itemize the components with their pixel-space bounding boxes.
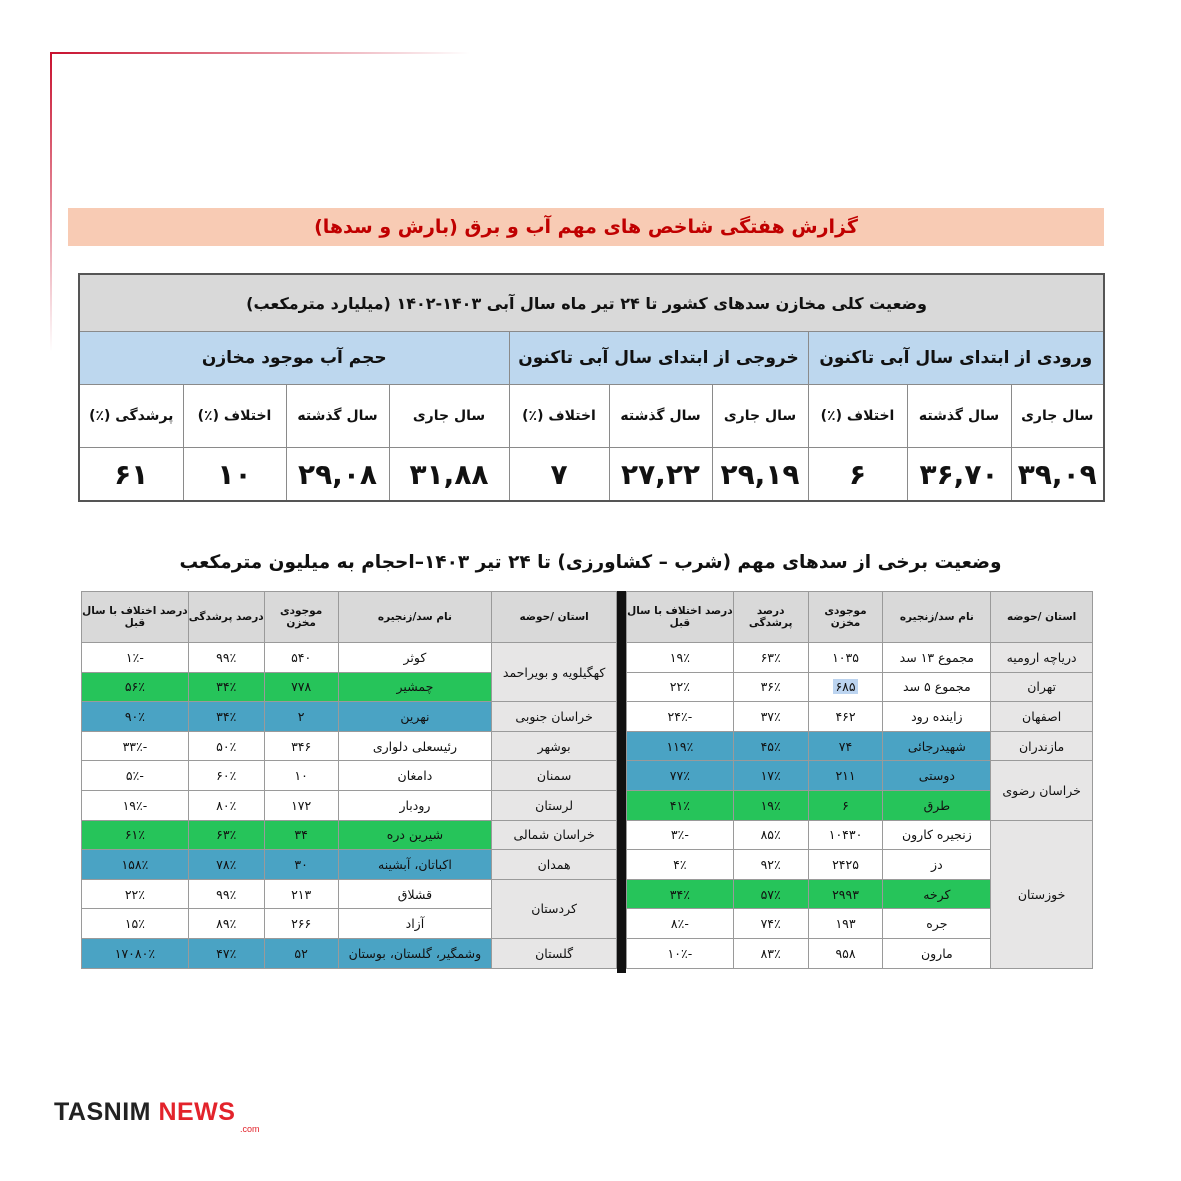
diff-cell: -۵٪ (82, 761, 189, 791)
subheader-cell: سال گذشته (907, 385, 1011, 448)
fill-cell: ۸۰٪ (188, 790, 264, 820)
storage-cell: ۹۵۸ (808, 938, 883, 968)
tasnim-logo (54, 1098, 235, 1127)
storage-cell: ۲۱۱ (808, 761, 883, 791)
dam-name: وشمگیر، گلستان، بوستان (338, 938, 492, 968)
selected-text: ۶۸۵ (835, 679, 856, 695)
value-cell: ۷ (509, 448, 609, 502)
fill-cell: ۶۳٪ (733, 643, 808, 673)
province-cell: مازندران (991, 731, 1093, 761)
dam-name: کوثر (338, 643, 492, 673)
province-cell: خوزستان (991, 820, 1093, 968)
table-row (627, 702, 1093, 732)
header-province: استان /حوضه (991, 592, 1093, 643)
storage-cell: ۵۴۰ (264, 643, 338, 673)
header-diff: درصد اختلاف با سال قبل (82, 592, 189, 643)
fill-cell: ۹۹٪ (188, 879, 264, 909)
province-cell: سمنان (492, 761, 617, 791)
fill-cell: ۵۰٪ (188, 731, 264, 761)
dam-name: آزاد (338, 909, 492, 939)
group-inflow: ورودی از ابتدای سال آبی تاکنون (808, 332, 1104, 385)
dams-title: وضعیت برخی از سدهای مهم (شرب – کشاورزی) تا ۲۴ تیر ۱۴۰۳–احجام به میلیون مترمکعب (179, 552, 1002, 573)
dam-name: رئیسعلی دلواری (338, 731, 492, 761)
logo-word-tasnim: TASNIM (54, 1098, 151, 1126)
dam-name: رودبار (338, 790, 492, 820)
diff-cell: ۴٪ (627, 850, 734, 880)
storage-cell: ۱۰۴۳۰ (808, 820, 883, 850)
value-cell: ۲۹,۱۹ (712, 448, 808, 502)
dam-name: زنجیره کارون (883, 820, 991, 850)
fill-cell: ۹۹٪ (188, 643, 264, 673)
province-cell: خراسان شمالی (492, 820, 617, 850)
subheader-cell: اختلاف (٪) (509, 385, 609, 448)
logo-word-news: NEWS (158, 1098, 236, 1126)
header-fill: درصد پرشدگی (733, 592, 808, 643)
dam-name: کرخه (883, 879, 991, 909)
storage-cell: ۴۶۲ (808, 702, 883, 732)
fill-cell: ۶۰٪ (188, 761, 264, 791)
subheader-cell: سال جاری (1011, 385, 1104, 448)
diff-cell: -۳۳٪ (82, 731, 189, 761)
table-row (627, 731, 1093, 761)
subheader-cell: سال جاری (712, 385, 808, 448)
province-cell: لرستان (492, 790, 617, 820)
storage-cell: ۲۱۳ (264, 879, 338, 909)
table-row (82, 731, 617, 761)
dams-table-left (81, 591, 617, 969)
province-cell: تهران (991, 672, 1093, 702)
diff-cell: ۳۴٪ (627, 879, 734, 909)
diff-cell: -۱۹٪ (82, 790, 189, 820)
table-row (627, 643, 1093, 673)
storage-cell (808, 672, 883, 702)
dam-name: نهرین (338, 702, 492, 732)
province-cell: کهگیلویه و بویراحمد (492, 643, 617, 702)
storage-cell: ۶ (808, 790, 883, 820)
fill-cell: ۷۴٪ (733, 909, 808, 939)
storage-cell: ۳۴ (264, 820, 338, 850)
province-cell: گلستان (492, 938, 617, 968)
dam-name: دز (883, 850, 991, 880)
header-storage: موجودی مخزن (808, 592, 883, 643)
header-storage: موجودی مخزن (264, 592, 338, 643)
summary-caption: وضعیت کلی مخازن سدهای کشور تا ۲۴ تیر ماه سال آبی ۱۴۰۳-۱۴۰۲ (میلیارد مترمکعب) (79, 274, 1104, 332)
dam-name: قشلاق (338, 879, 492, 909)
storage-cell: ۲۶۶ (264, 909, 338, 939)
diff-cell: -۲۴٪ (627, 702, 734, 732)
table-row (82, 790, 617, 820)
dams-table-right (626, 591, 1093, 969)
fill-cell: ۱۷٪ (733, 761, 808, 791)
dam-name: دامغان (338, 761, 492, 791)
report-title: گزارش هفتگی شاخص های مهم آب و برق (بارش و سدها) (314, 216, 858, 238)
storage-cell: ۷۷۸ (264, 672, 338, 702)
tables-divider (617, 591, 626, 973)
table-row (82, 702, 617, 732)
dam-name: مارون (883, 938, 991, 968)
header-dam: نام سد/زنجیره (338, 592, 492, 643)
storage-cell: ۲ (264, 702, 338, 732)
table-row (82, 879, 617, 909)
table-row (82, 820, 617, 850)
diff-cell: -۱٪ (82, 643, 189, 673)
fill-cell: ۵۷٪ (733, 879, 808, 909)
fill-cell: ۷۸٪ (188, 850, 264, 880)
subheader-cell: سال گذشته (609, 385, 712, 448)
fill-cell: ۳۶٪ (733, 672, 808, 702)
fill-cell: ۶۳٪ (188, 820, 264, 850)
group-storage: حجم آب موجود مخازن (79, 332, 509, 385)
value-cell: ۳۱,۸۸ (389, 448, 509, 502)
diff-cell: -۱۰٪ (627, 938, 734, 968)
table-row (82, 938, 617, 968)
diff-cell: ۷۷٪ (627, 761, 734, 791)
diff-cell: ۱۹٪ (627, 643, 734, 673)
fill-cell: ۳۴٪ (188, 672, 264, 702)
diff-cell: ۲۲٪ (82, 879, 189, 909)
value-cell: ۲۷,۲۲ (609, 448, 712, 502)
storage-cell: ۳۴۶ (264, 731, 338, 761)
dam-name: مجموع ۱۳ سد (883, 643, 991, 673)
header-fill: درصد پرشدگی (188, 592, 264, 643)
corner-accent-horizontal (50, 52, 470, 54)
storage-cell: ۱۰۳۵ (808, 643, 883, 673)
subheader-cell: پرشدگی (٪) (79, 385, 183, 448)
table-row (627, 672, 1093, 702)
fill-cell: ۸۹٪ (188, 909, 264, 939)
fill-cell: ۸۳٪ (733, 938, 808, 968)
value-cell: ۲۹,۰۸ (286, 448, 389, 502)
corner-accent-vertical (50, 52, 52, 352)
dam-name: زاینده رود (883, 702, 991, 732)
subheader-cell: سال جاری (389, 385, 509, 448)
diff-cell: ۴۱٪ (627, 790, 734, 820)
province-cell: خراسان رضوی (991, 761, 1093, 820)
value-cell: ۱۰ (183, 448, 286, 502)
dam-name: طرق (883, 790, 991, 820)
diff-cell: ۵۶٪ (82, 672, 189, 702)
dam-name: اکباتان، آبشینه (338, 850, 492, 880)
province-cell: دریاچه ارومیه (991, 643, 1093, 673)
table-row (82, 761, 617, 791)
subheader-cell: اختلاف (٪) (183, 385, 286, 448)
subheader-cell: سال گذشته (286, 385, 389, 448)
table-row (627, 820, 1093, 850)
fill-cell: ۳۴٪ (188, 702, 264, 732)
storage-cell: ۲۴۲۵ (808, 850, 883, 880)
fill-cell: ۱۹٪ (733, 790, 808, 820)
value-cell: ۶ (808, 448, 907, 502)
diff-cell: ۱۵٪ (82, 909, 189, 939)
diff-cell: -۸٪ (627, 909, 734, 939)
diff-cell: ۶۱٪ (82, 820, 189, 850)
value-cell: ۳۹,۰۹ (1011, 448, 1104, 502)
province-cell: اصفهان (991, 702, 1093, 732)
fill-cell: ۹۲٪ (733, 850, 808, 880)
dam-name: جره (883, 909, 991, 939)
storage-cell: ۱۰ (264, 761, 338, 791)
dam-name: چمشیر (338, 672, 492, 702)
province-cell: خراسان جنوبی (492, 702, 617, 732)
group-outflow: خروجی از ابتدای سال آبی تاکنون (509, 332, 808, 385)
header-dam: نام سد/زنجیره (883, 592, 991, 643)
dam-name: مجموع ۵ سد (883, 672, 991, 702)
diff-cell: -۳٪ (627, 820, 734, 850)
storage-cell: ۲۹۹۳ (808, 879, 883, 909)
diff-cell: ۱۵۸٪ (82, 850, 189, 880)
storage-cell: ۷۴ (808, 731, 883, 761)
table-row (82, 850, 617, 880)
dam-name: دوستی (883, 761, 991, 791)
header-diff: درصد اختلاف با سال قبل (627, 592, 734, 643)
storage-cell: ۵۲ (264, 938, 338, 968)
report-banner (68, 208, 1104, 246)
subheader-cell: اختلاف (٪) (808, 385, 907, 448)
table-row (627, 761, 1093, 791)
province-cell: کردستان (492, 879, 617, 938)
province-cell: همدان (492, 850, 617, 880)
province-cell: بوشهر (492, 731, 617, 761)
diff-cell: ۱۱۹٪ (627, 731, 734, 761)
fill-cell: ۴۵٪ (733, 731, 808, 761)
fill-cell: ۴۷٪ (188, 938, 264, 968)
header-province: استان /حوضه (492, 592, 617, 643)
storage-cell: ۱۷۲ (264, 790, 338, 820)
diff-cell: ۹۰٪ (82, 702, 189, 732)
summary-table (78, 273, 1105, 502)
dam-name: شیرین دره (338, 820, 492, 850)
table-row (82, 643, 617, 673)
fill-cell: ۸۵٪ (733, 820, 808, 850)
diff-cell: ۲۲٪ (627, 672, 734, 702)
dam-name: شهیدرجائی (883, 731, 991, 761)
storage-cell: ۱۹۳ (808, 909, 883, 939)
diff-cell: ۱۷۰۸۰٪ (82, 938, 189, 968)
value-cell: ۶۱ (79, 448, 183, 502)
fill-cell: ۳۷٪ (733, 702, 808, 732)
logo-domain: .com (240, 1124, 260, 1134)
storage-cell: ۳۰ (264, 850, 338, 880)
value-cell: ۳۶,۷۰ (907, 448, 1011, 502)
